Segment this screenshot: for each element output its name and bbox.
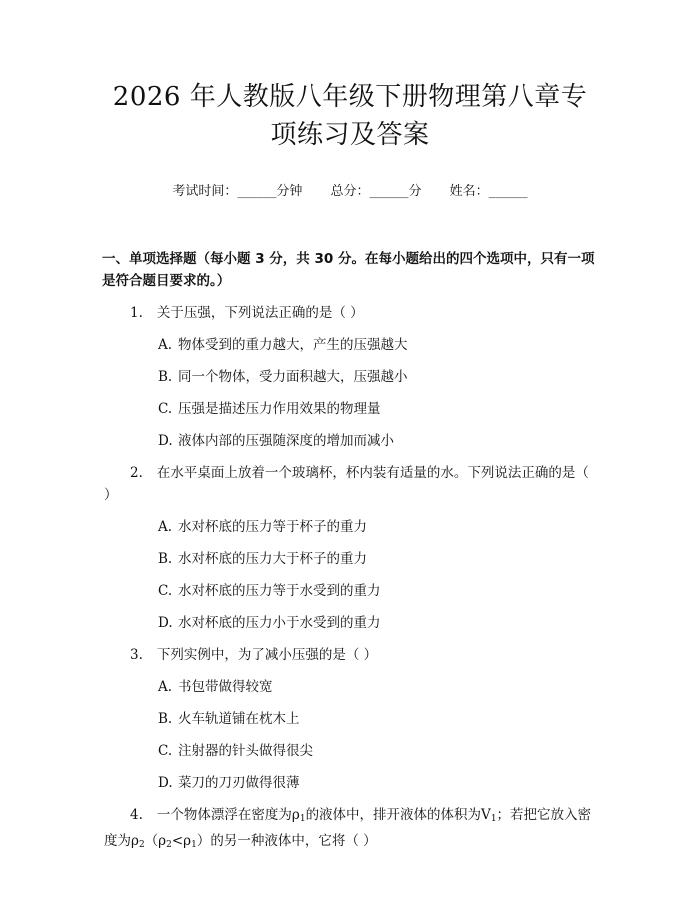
option-text: 同一个物体，受力面积越大，压强越小: [178, 369, 408, 385]
question-stem-part: 的液体中，排开液体的体积为V: [305, 807, 491, 823]
subscript: 2: [166, 840, 172, 850]
subscript: 1: [490, 814, 497, 824]
question-3-option-a: [158, 676, 596, 698]
question-1-option-b: [158, 366, 596, 388]
question-1-option-d: [158, 430, 596, 452]
question-stem-part: 一个物体漂浮在密度为ρ: [156, 807, 300, 823]
option-text: 压强是描述压力作用效果的物理量: [178, 401, 381, 417]
question-2-option-d: [158, 612, 596, 634]
option-letter: C.: [158, 401, 173, 417]
question-stem: 关于压强，下列说法正确的是（ ）: [156, 305, 364, 321]
option-letter: D.: [158, 433, 173, 449]
subscript: 2: [138, 840, 145, 850]
option-letter: D.: [158, 775, 173, 791]
question-1: [104, 302, 598, 324]
option-letter: D.: [158, 615, 173, 631]
exam-time-field: 考试时间：______分钟: [172, 184, 303, 199]
question-3-option-d: [158, 772, 596, 794]
option-letter: A.: [158, 519, 173, 535]
question-number: 2.: [130, 465, 143, 481]
question-3: [104, 644, 598, 666]
question-1-option-a: [158, 334, 596, 356]
question-stem: 下列实例中，为了减小压强的是（ ）: [156, 647, 378, 663]
option-text: 书包带做得较宽: [178, 679, 273, 695]
option-letter: C.: [158, 583, 173, 599]
option-text: 物体受到的重力越大，产生的压强越大: [178, 337, 408, 353]
question-number: 1.: [130, 305, 143, 321]
option-text: 水对杯底的压力小于水受到的重力: [178, 615, 381, 631]
question-stem-part: <ρ: [171, 833, 192, 849]
subscript: 1: [191, 840, 197, 850]
question-4: [104, 804, 598, 856]
option-text: 水对杯底的压力等于水受到的重力: [178, 583, 381, 599]
question-2-option-a: [158, 516, 596, 538]
option-letter: B.: [158, 711, 173, 727]
subscript: 1: [299, 814, 306, 824]
option-letter: A.: [158, 679, 173, 695]
student-name-field: 姓名：______: [449, 184, 528, 199]
question-2-option-c: [158, 580, 596, 602]
exam-meta-line: [104, 182, 596, 202]
question-stem: 在水平桌面上放着一个玻璃杯，杯内装有适量的水。下列说法正确的是（ ）: [104, 465, 589, 503]
option-text: 菜刀的刀刃做得很薄: [178, 775, 300, 791]
question-2-option-b: [158, 548, 596, 570]
question-3-option-b: [158, 708, 596, 730]
option-letter: A.: [158, 337, 173, 353]
document-title: 2026 年人教版八年级下册物理第八章专项练习及答案: [112, 82, 588, 150]
option-text: 液体内部的压强随深度的增加而减小: [178, 433, 394, 449]
question-stem-part: ；若把它放入密度为ρ: [104, 807, 592, 849]
question-2: [104, 462, 598, 506]
option-letter: B.: [158, 551, 173, 567]
option-text: 火车轨道铺在枕木上: [178, 711, 300, 727]
option-letter: C.: [158, 743, 173, 759]
question-number: 3.: [130, 647, 143, 663]
question-number: 4.: [130, 807, 143, 823]
question-1-option-c: [158, 398, 596, 420]
total-score-field: 总分：______分: [330, 184, 422, 199]
question-3-option-c: [158, 740, 596, 762]
option-text: 水对杯底的压力大于杯子的重力: [178, 551, 367, 567]
option-text: 水对杯底的压力等于杯子的重力: [178, 519, 367, 535]
option-text: 注射器的针头做得很尖: [178, 743, 313, 759]
section-heading-single-choice: 一、单项选择题（每小题 3 分，共 30 分。在每小题给出的四个选项中，只有一项是符合题目要求的。）: [102, 251, 595, 289]
question-stem-part: （ρ: [144, 833, 167, 849]
question-stem-part: ）的另一种液体中，它将（ ）: [196, 833, 377, 849]
option-letter: B.: [158, 369, 173, 385]
